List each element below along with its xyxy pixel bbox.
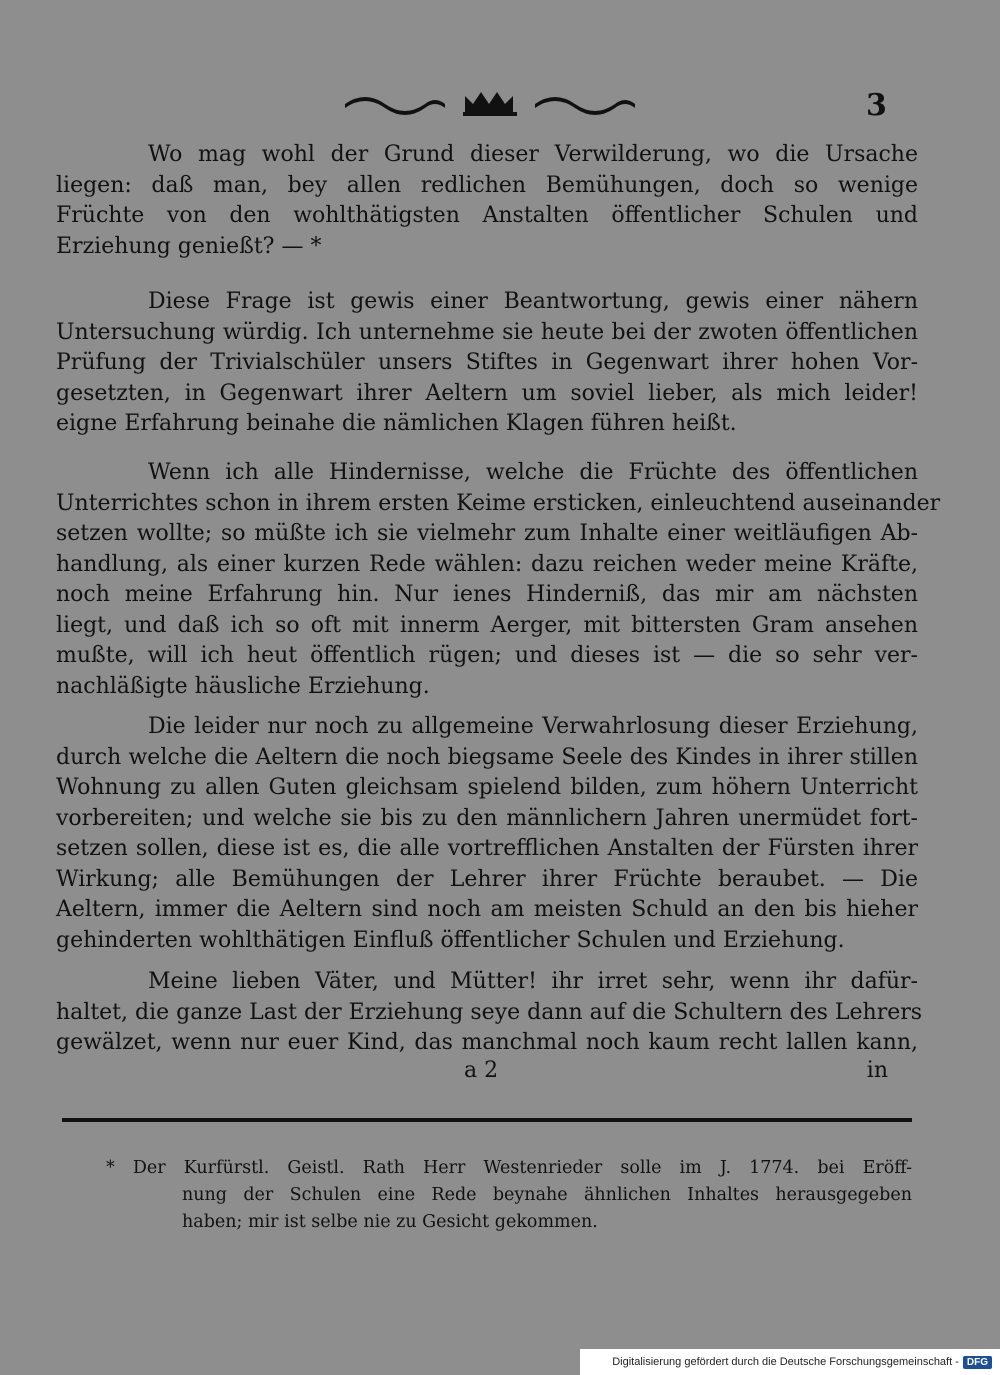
text-line: setzen sollen, diese ist es, die alle vortrefflichen Anstalten der Fürsten ihrer [56, 836, 918, 861]
text-line: Unterrichtes schon in ihrem ersten Keime ersticken, einleuchtend auseinander [56, 490, 941, 516]
crown-ornament [340, 82, 640, 122]
dfg-logo: DFG [963, 1356, 992, 1369]
text-line: gewälzet, wenn nur euer Kind, das manchmal noch kaum recht lallen kann, [56, 1030, 918, 1055]
text-line: Wo mag wohl der Grund dieser Verwilderung, wo die Ursache [148, 142, 918, 167]
text-line: Wirkung; alle Bemühungen der Lehrer ihrer Früchte beraubet. — Die [56, 866, 918, 892]
text-line: Meine lieben Väter, und Mütter! ihr irret sehr, wenn ihr dafür- [148, 969, 918, 994]
text-line: Die leider nur noch zu allgemeine Verwahrlosung dieser Erziehung, [148, 714, 918, 739]
catchword: in [866, 1058, 888, 1083]
text-line: liegt, und daß ich so oft mit innerm Aerger, mit bittersten Gram ansehen [56, 612, 918, 638]
text-line: eigne Erfahrung beinahe die nämlichen Klagen führen heißt. [56, 411, 737, 436]
text-line: haltet, die ganze Last der Erziehung seye dann auf die Schultern des Lehrers [56, 999, 923, 1025]
footnote-line: haben; mir ist selbe nie zu Gesicht gekommen. [182, 1212, 598, 1232]
footnote [106, 1155, 912, 1236]
text-line: gesetzten, in Gegenwart ihrer Aeltern um soviel lieber, als mich leider! [56, 380, 918, 406]
text-line: setzen wollte; so müßte ich sie vielmehr zum Inhalte einer weitläufigen Ab- [56, 521, 918, 546]
text-line: Diese Frage ist gewis einer Beantwortung, gewis einer nähern [148, 289, 918, 314]
footnote-divider [62, 1118, 912, 1122]
text-line: noch meine Erfahrung hin. Nur ienes Hinderniß, das mir am nächsten [56, 582, 918, 607]
footnote-line: nung der Schulen eine Rede beynahe ähnlichen Inhaltes herausgegeben [182, 1185, 912, 1205]
signature-mark: a 2 [464, 1058, 499, 1083]
signature-line [56, 1058, 888, 1088]
text-line: Früchte von den wohlthätigsten Anstalten öffentlicher Schulen und [56, 203, 918, 228]
text-line: Untersuchung würdig. Ich unternehme sie heute bei der zwoten öffentlichen [56, 319, 918, 345]
text-line: Aeltern, immer die Aeltern sind noch am meisten Schuld an den bis hieher [56, 897, 918, 922]
text-line: Erziehung genießt? — * [56, 233, 322, 259]
text-line: handlung, als einer kurzen Rede wählen: dazu reichen weder meine Kräfte, [56, 551, 918, 577]
text-line: vorbereiten; und welche sie bis zu den männlichern Jahren unermüdet fort- [56, 805, 918, 831]
text-line: Wohnung zu allen Guten gleichsam spielend bilden, zum höhern Unterricht [56, 775, 918, 800]
page-number: 3 [866, 88, 887, 123]
text-line: nachläßigte häusliche Erziehung. [56, 673, 430, 699]
paragraph [56, 458, 941, 702]
funding-credit [580, 1349, 1000, 1375]
text-line: Prüfung der Trivialschüler unsers Stiftes in Gegenwart ihrer hohen Vor- [56, 350, 918, 375]
funding-text: Digitalisierung gefördert durch die Deutsche Forschungsgemeinschaft - [612, 1356, 959, 1368]
text-line: mußte, will ich heut öffentlich rügen; und dieses ist — die so sehr ver- [56, 643, 918, 668]
paragraph [56, 140, 918, 262]
footnote-line: * Der Kurfürstl. Geistl. Rath Herr Westenrieder solle im J. 1774. bei Eröff- [106, 1158, 912, 1178]
paragraph [56, 287, 918, 440]
paragraph [56, 967, 923, 1059]
text-line: Wenn ich alle Hindernisse, welche die Früchte des öffentlichen [148, 460, 918, 485]
paragraph [56, 712, 918, 956]
text-line: liegen: daß man, bey allen redlichen Bemühungen, doch so wenige [56, 172, 918, 198]
text-line: durch welche die Aeltern die noch biegsame Seele des Kindes in ihrer stillen [56, 744, 918, 770]
text-line: gehinderten wohlthätigen Einfluß öffentlicher Schulen und Erziehung. [56, 927, 845, 953]
